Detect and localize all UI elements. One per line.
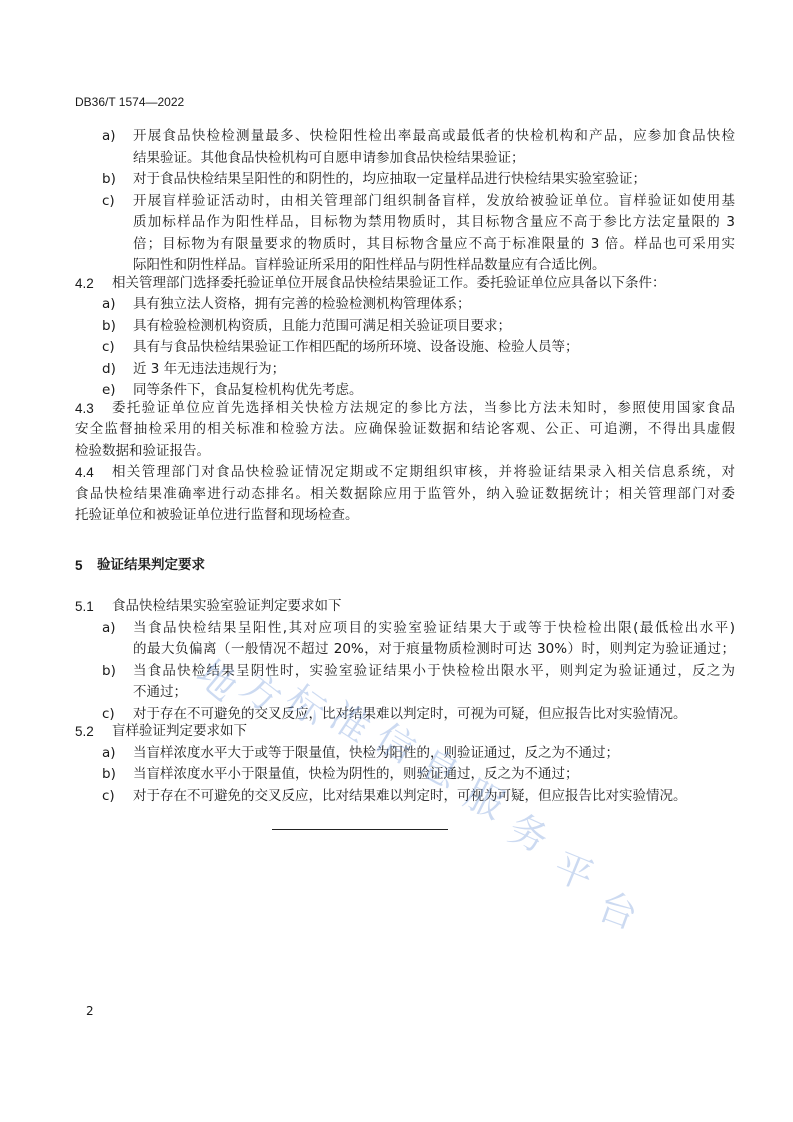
clause-text: 盲样验证判定要求如下 bbox=[112, 723, 247, 739]
item-text: 对于食品快检结果呈阳性的和阴性的，均应抽取一定量样品进行快检结果实验室验证； bbox=[133, 171, 646, 187]
clause-5-1 bbox=[75, 596, 735, 618]
list-item bbox=[75, 126, 735, 148]
clause-number: 4.2 bbox=[75, 275, 94, 291]
clause-text: 相关管理部门对食品快检验证情况定期或不定期组织审核，并将验证结果录入相关信息系统，对 bbox=[112, 464, 735, 480]
list-item bbox=[75, 316, 735, 338]
item-text: 近 3 年无违法违规行为； bbox=[133, 360, 286, 377]
item-text: 当食品快检结果呈阳性,其对应项目的实验室验证结果大于或等于快检检出限(最低检出水平) bbox=[133, 619, 735, 636]
item-text: 具有独立法人资格，拥有完善的检验检测机构管理体系； bbox=[133, 296, 471, 312]
watermark-char: 信 bbox=[367, 714, 423, 772]
page-number: 2 bbox=[86, 1004, 94, 1018]
item-text: 开展盲样验证活动时，由相关管理部门组织制备盲样，发放给被验证单位。盲样验证如使用基 bbox=[133, 192, 735, 209]
clause-number: 4.4 bbox=[75, 465, 94, 480]
item-label: e) bbox=[102, 382, 116, 398]
item-text: 当食品快检结果呈阴性时，实验室验证结果小于快检检出限水平，则判定为验证通过，反之为 bbox=[133, 662, 735, 679]
item-label: a) bbox=[102, 296, 116, 312]
item-label: c) bbox=[102, 339, 115, 355]
document-body bbox=[75, 126, 735, 807]
item-text: 具有检验检测机构资质，且能力范围可满足相关验证项目要求； bbox=[133, 317, 511, 334]
section-title: 验证结果判定要求 bbox=[97, 556, 205, 573]
item-text: 当盲样浓度水平小于限量值，快检为阴性的，则验证通过，反之为不通过； bbox=[133, 766, 579, 782]
item-text: 具有与食品快检结果验证工作相匹配的场所环境、设备设施、检验人员等； bbox=[133, 339, 579, 355]
item-label: a) bbox=[102, 128, 116, 144]
clause-number: 4.3 bbox=[75, 400, 94, 416]
list-item bbox=[75, 661, 735, 683]
item-text: 倍；目标物为有限量要求的物质时，其目标物含量应不高于标准限量的 3 倍。样品也可采用实 bbox=[133, 235, 735, 252]
item-label: b) bbox=[102, 766, 116, 782]
clause-4-3 bbox=[75, 398, 735, 420]
watermark-char: 台 bbox=[592, 883, 644, 938]
section-number: 5 bbox=[75, 557, 83, 573]
item-label: c) bbox=[102, 787, 115, 804]
watermark-char: 地 bbox=[188, 651, 246, 710]
document-header: DB36/T 1574—2022 bbox=[75, 95, 185, 109]
clause-4-4 bbox=[75, 462, 735, 484]
clause-text: 委托验证单位应首先选择相关快检方法规定的参比方法，当参比方法未知时，参照使用国家食品 bbox=[112, 399, 735, 416]
list-item bbox=[75, 743, 735, 765]
item-label: d) bbox=[102, 360, 116, 377]
item-label: a) bbox=[102, 619, 116, 636]
clause-5-2 bbox=[75, 721, 735, 743]
item-text: 开展食品快检检测量最多、快检阳性检出率最高或最低者的快检机构和产品，应参加食品快检 bbox=[133, 128, 735, 144]
item-text: 同等条件下，食品复检机构优先考虑。 bbox=[133, 382, 363, 398]
item-label: c) bbox=[102, 192, 115, 209]
list-item bbox=[75, 618, 735, 640]
item-text: 质加标样品作为阳性样品，目标物为禁用物质时，其目标物含量应不高于参比方法定量限的 3 bbox=[133, 214, 735, 230]
item-label: b) bbox=[102, 171, 116, 187]
list-item bbox=[75, 169, 735, 191]
clause-number: 5.1 bbox=[75, 599, 94, 614]
clause-text: 托验证单位和被验证单位进行监督和现场检查。 bbox=[75, 507, 359, 523]
section-5-heading bbox=[75, 555, 735, 577]
clause-text: 食品快检结果实验室验证判定要求如下 bbox=[112, 598, 342, 614]
clause-text: 检验数据和验证报告。 bbox=[75, 442, 210, 459]
item-text: 不通过； bbox=[133, 684, 187, 700]
watermark-char: 准 bbox=[322, 693, 379, 752]
list-item bbox=[75, 786, 735, 808]
item-text: 对于存在不可避免的交叉反应，比对结果难以判定时，可视为可疑，但应报告比对实验情况。 bbox=[133, 705, 687, 722]
clause-text: 相关管理部门选择委托验证单位开展食品快检结果验证工作。委托验证单位应具备以下条件： bbox=[112, 274, 666, 291]
item-text: 际阳性和阴性样品。盲样验证所采用的阳性样品与阴性样品数量应有合适比例。 bbox=[133, 257, 606, 273]
item-text: 当盲样浓度水平大于或等于限量值，快检为阳性的，则验证通过，反之为不通过； bbox=[133, 744, 619, 761]
item-label: a) bbox=[102, 744, 116, 761]
clause-4-2 bbox=[75, 273, 735, 295]
watermark-char: 平 bbox=[547, 843, 600, 900]
clause-number: 5.2 bbox=[75, 724, 94, 739]
item-text: 结果验证。其他食品快检机构可自愿申请参加食品快检结果验证； bbox=[133, 149, 525, 166]
item-text: 的最大负偏离（一般情况不超过 20%，对于痕量物质检测时可达 30%）时，则判定为验证通过； bbox=[133, 641, 735, 657]
list-item bbox=[75, 359, 735, 381]
item-label: b) bbox=[102, 317, 116, 334]
end-rule bbox=[272, 829, 448, 830]
list-item bbox=[75, 764, 735, 786]
item-text: 对于存在不可避免的交叉反应，比对结果难以判定时，可视为可疑，但应报告比对实验情况。 bbox=[133, 787, 687, 804]
watermark-char: 务 bbox=[502, 805, 556, 862]
watermark-char: 服 bbox=[457, 771, 511, 828]
list-item bbox=[75, 294, 735, 316]
watermark-char: 息 bbox=[412, 740, 467, 798]
clause-text: 安全监督抽检采用的相关标准和检验方法。应确保验证数据和结论客观、公正、可追溯，不得出具虚假 bbox=[75, 421, 735, 437]
clause-text: 食品快检结果准确率进行动态排名。相关数据除应用于监管外，纳入验证数据统计；相关管理部门对委 bbox=[75, 485, 735, 502]
watermark-char: 标 bbox=[277, 676, 335, 735]
item-label: b) bbox=[102, 662, 116, 679]
list-item bbox=[75, 191, 735, 213]
item-label: c) bbox=[102, 705, 115, 722]
list-item bbox=[75, 337, 735, 359]
watermark-char: 方 bbox=[232, 663, 290, 722]
